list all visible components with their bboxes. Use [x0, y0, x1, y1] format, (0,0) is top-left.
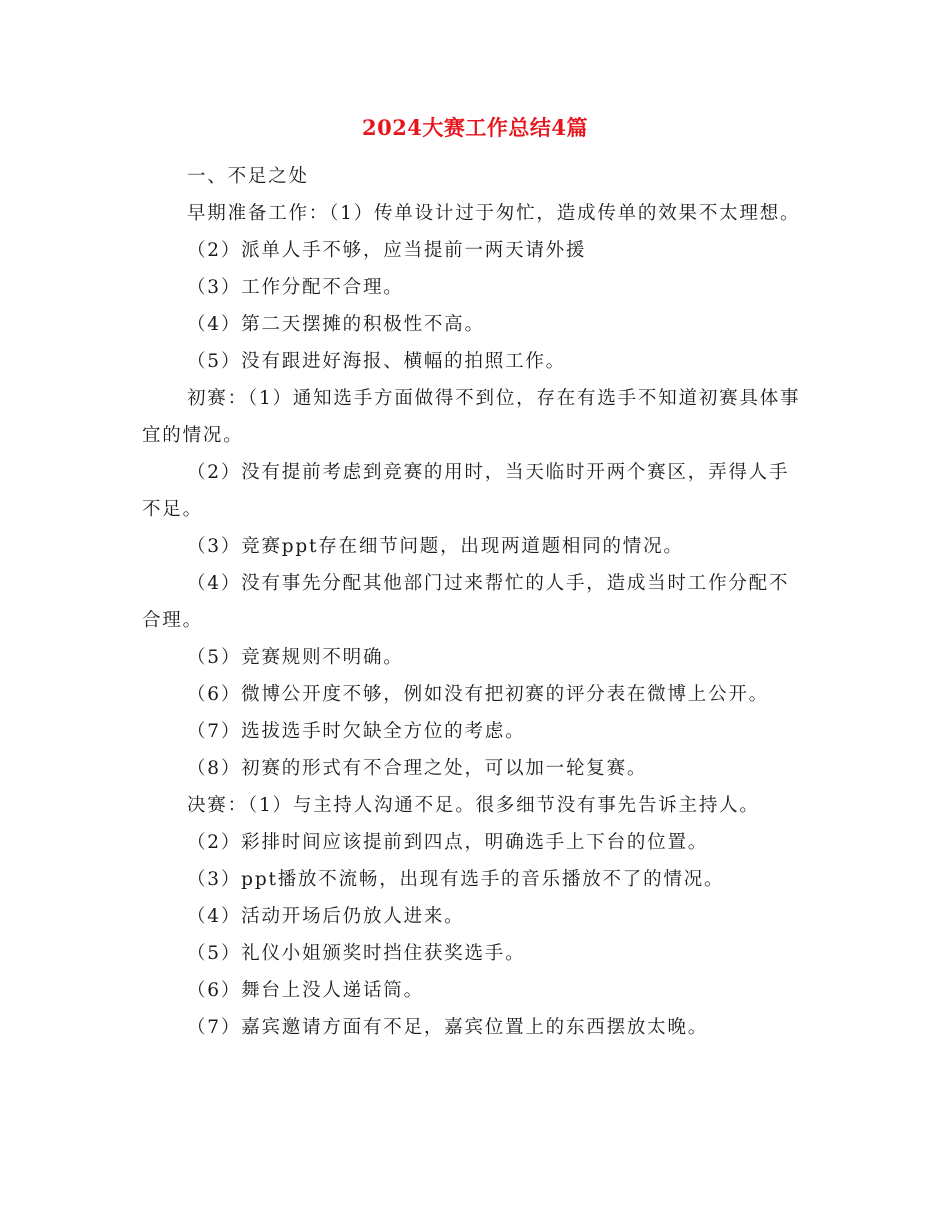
paragraph-final-1: 决赛：（1）与主持人沟通不足。很多细节没有事先告诉主持人。: [187, 795, 760, 816]
paragraph-prelim-2: （2）没有提前考虑到竞赛的用时，当天临时开两个赛区，弄得人手不足。: [142, 462, 790, 520]
paragraph-prep-2: （2）派单人手不够，应当提前一两天请外援: [187, 240, 587, 261]
paragraph-prelim-5: （5）竞赛规则不明确。: [187, 647, 404, 668]
paragraph-final-5: （5）礼仪小姐颁奖时挡住获奖选手。: [187, 943, 526, 964]
paragraph-prelim-8: （8）初赛的形式有不合理之处，可以加一轮复赛。: [187, 758, 648, 779]
paragraph-prelim-4: （4）没有事先分配其他部门过来帮忙的人手，造成当时工作分配不合理。: [142, 573, 790, 631]
paragraph-prelim-3: （3）竞赛ppt存在细节问题，出现两道题相同的情况。: [187, 536, 684, 557]
paragraph-final-3: （3）ppt播放不流畅，出现有选手的音乐播放不了的情况。: [187, 869, 725, 890]
paragraph-prep-1: 早期准备工作：（1）传单设计过于匆忙，造成传单的效果不太理想。: [187, 203, 801, 224]
section-heading: 一、不足之处: [187, 166, 309, 187]
paragraph-prelim-1: 初赛：（1）通知选手方面做得不到位，存在有选手不知道初赛具体事宜的情况。: [142, 388, 801, 446]
paragraph-final-4: （4）活动开场后仍放人进来。: [187, 906, 465, 927]
document-body: [142, 158, 808, 1046]
paragraph-prelim-6: （6）微博公开度不够，例如没有把初赛的评分表在微博上公开。: [187, 684, 769, 705]
paragraph-prep-4: （4）第二天摆摊的积极性不高。: [187, 314, 485, 335]
paragraph-prelim-7: （7）选拔选手时欠缺全方位的考虑。: [187, 721, 526, 742]
paragraph-final-2: （2）彩排时间应该提前到四点，明确选手上下台的位置。: [187, 832, 709, 853]
paragraph-final-6: （6）舞台上没人递话筒。: [187, 980, 424, 1001]
paragraph-final-7: （7）嘉宾邀请方面有不足，嘉宾位置上的东西摆放太晚。: [187, 1017, 709, 1038]
paragraph-prep-3: （3）工作分配不合理。: [187, 277, 404, 298]
paragraph-prep-5: （5）没有跟进好海报、横幅的拍照工作。: [187, 351, 566, 372]
document-title: 2024大赛工作总结4篇: [361, 115, 589, 140]
